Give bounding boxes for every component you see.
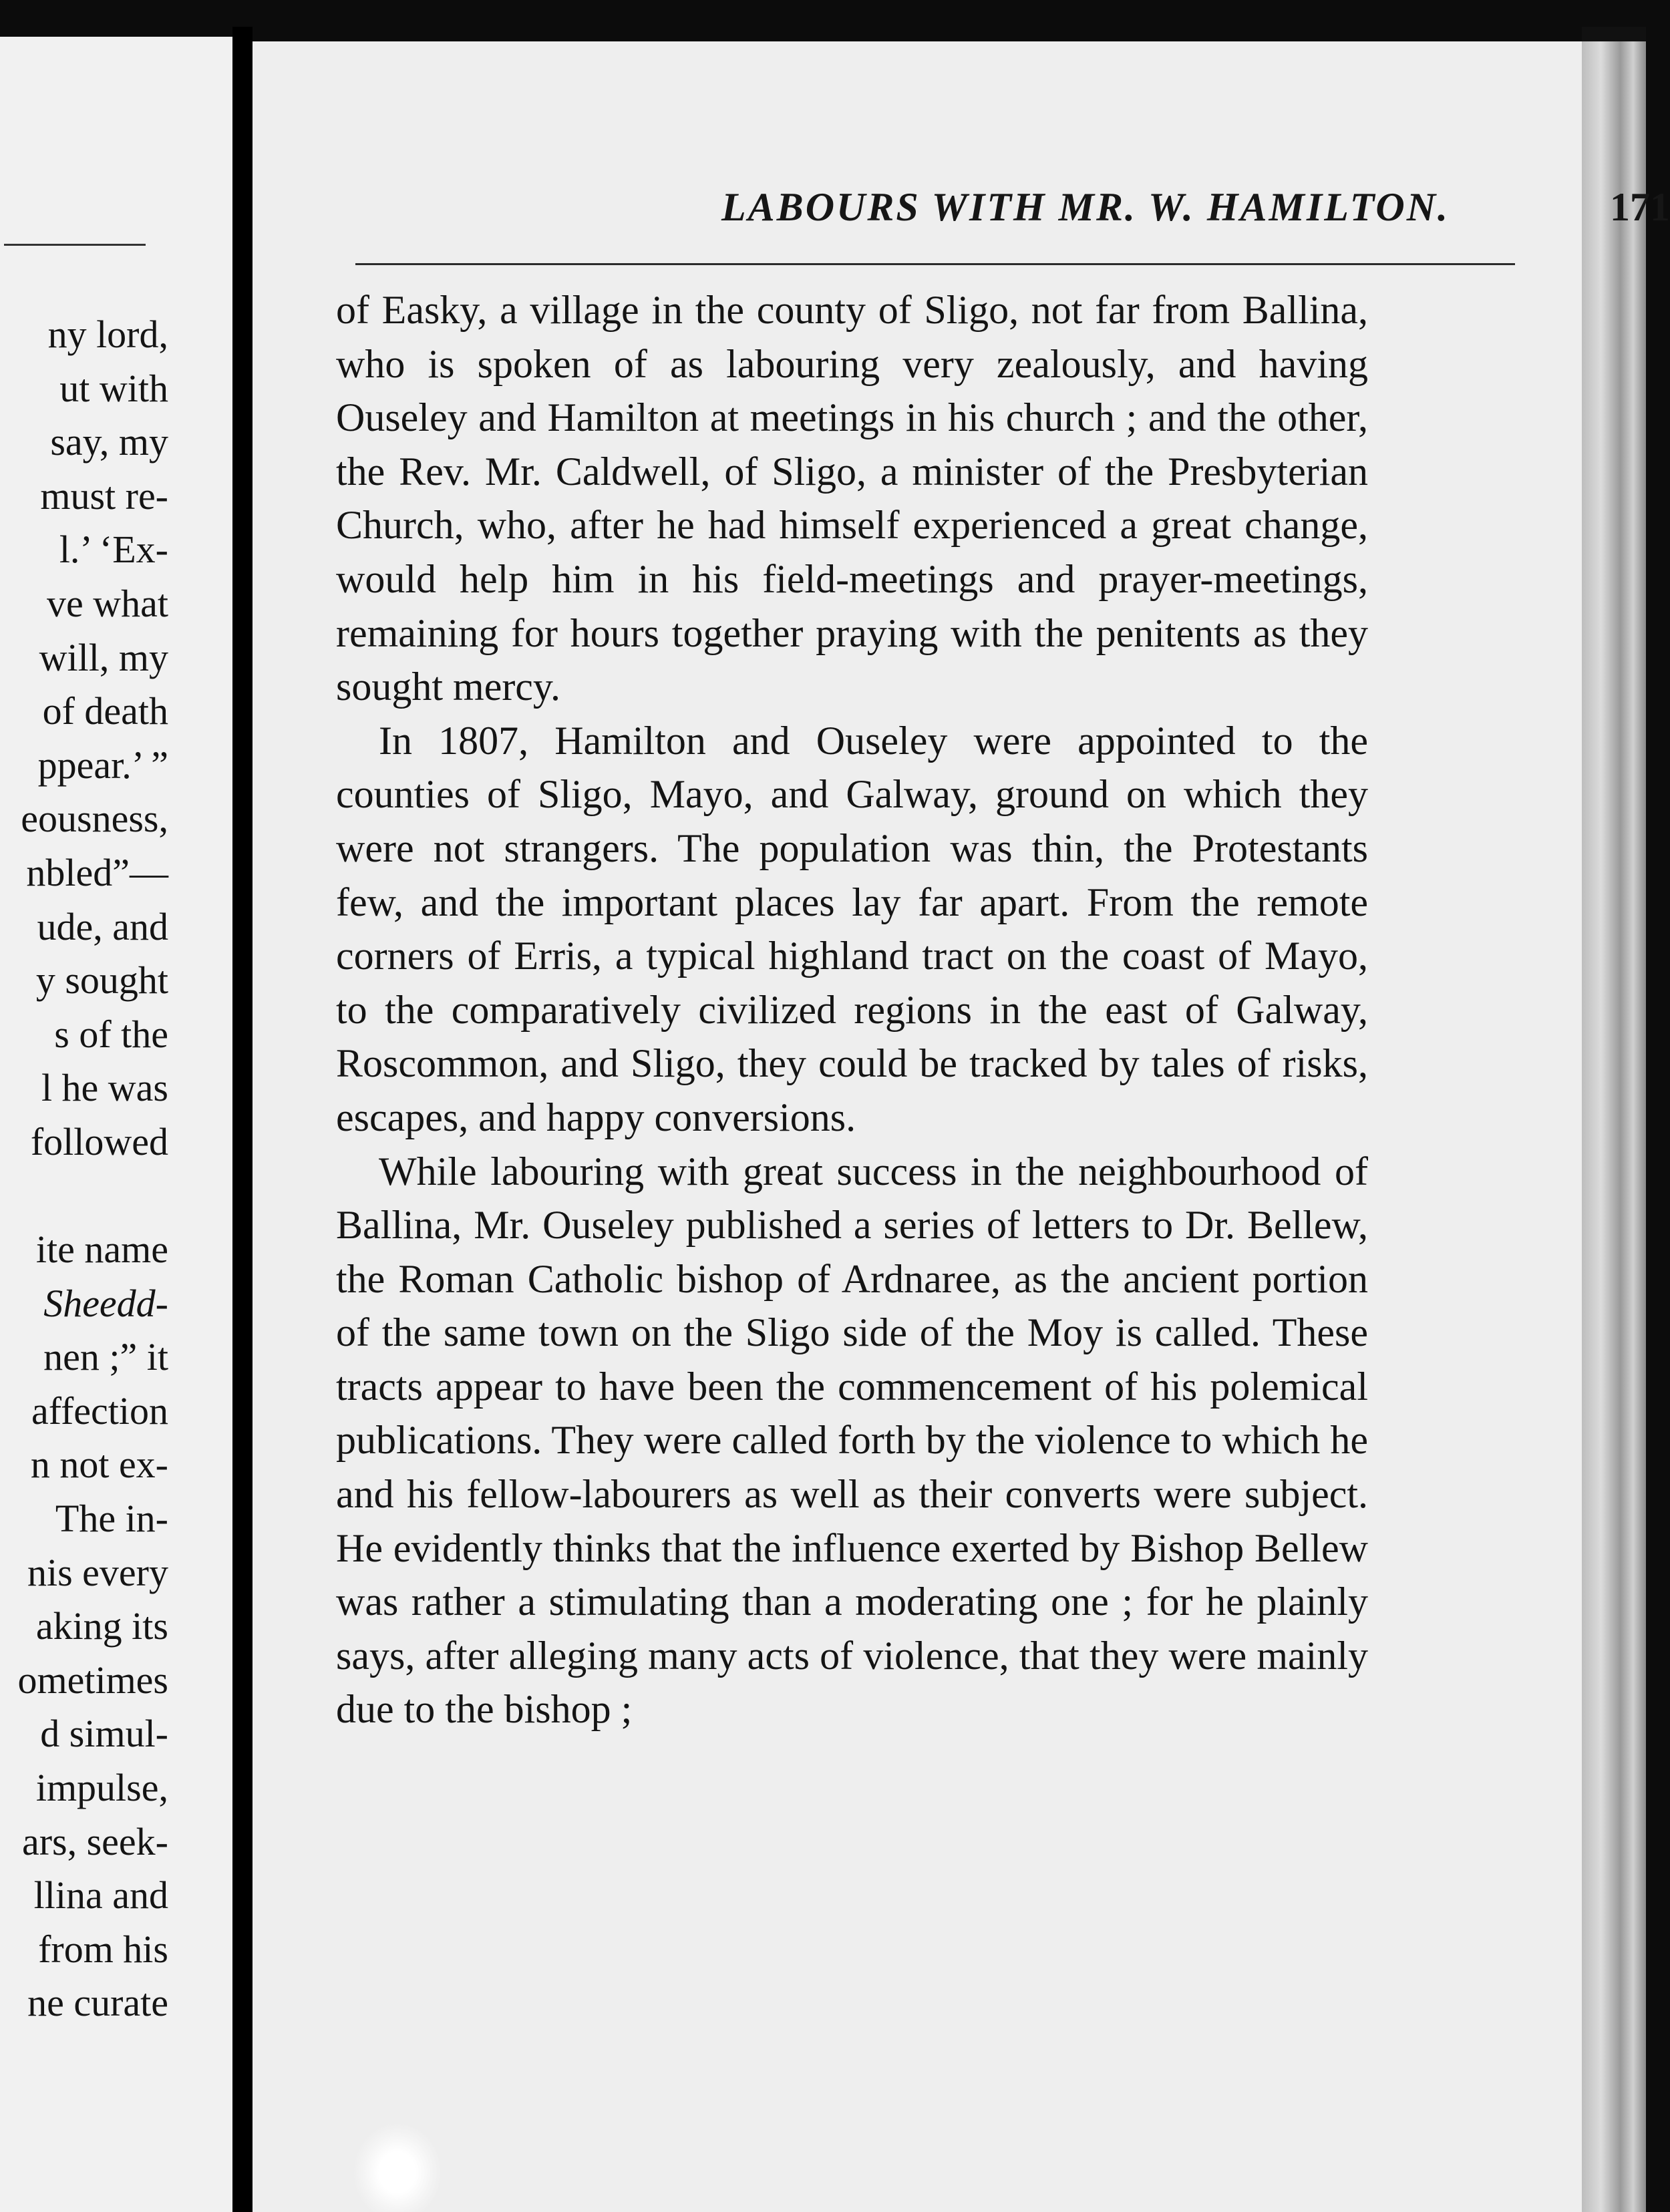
left-line: must re- — [40, 474, 168, 518]
left-line: llina and — [33, 1873, 168, 1917]
paragraph-1: of Easky, a village in the county of Sligo, not far from Ballina, who is spoken of as labouring very zealously, and having Ouseley and Hamilton at meetings in his church ; and the other, the Rev. Mr. Caldwell, of Sligo, a minister of the Presbyterian Church, who, after he had himself experienced a great change, would help him in his field-meetings and prayer-meetings, remaining for hours together praying with the penitents as they sought mercy. — [336, 288, 1368, 709]
left-line: eousness, — [21, 797, 168, 841]
left-line: s of the — [54, 1012, 168, 1056]
page-number: 171 — [1610, 185, 1670, 229]
left-line: y sought — [35, 958, 168, 1002]
left-line: ppear.’ ” — [37, 743, 168, 787]
left-line: ude, and — [37, 904, 168, 948]
paragraph-2: In 1807, Hamilton and Ouseley were appointed to the counties of Sligo, Mayo, and Galway, ground on which they were not strangers. The population was thin, the Protestants few, and the important places lay far apart. From the remote corners of Erris, a typical highland tract on the coast of Mayo, to the comparatively civilized regions in the east of Galway, Roscommon, and Sligo, they could be tracked by tales of risks, escapes, and happy conversions. — [336, 718, 1368, 1139]
left-line: l.’ ‘Ex- — [59, 528, 168, 572]
left-line: nis every — [27, 1550, 168, 1594]
left-line: ite name — [35, 1228, 168, 1272]
left-line: Sheedd- — [43, 1281, 168, 1325]
running-head — [468, 184, 1670, 251]
paper-smudge — [354, 2124, 441, 2212]
left-page-text — [17, 308, 168, 2030]
left-line: nbled”— — [26, 850, 168, 894]
left-line: ne curate — [27, 1981, 168, 2025]
body-text — [336, 283, 1368, 1736]
left-line: say, my — [50, 420, 168, 464]
left-page-head-rule — [4, 244, 146, 246]
left-line: ars, seek- — [21, 1819, 168, 1863]
running-title: LABOURS WITH MR. W. HAMILTON. — [721, 185, 1450, 229]
left-line: affection — [31, 1389, 168, 1433]
left-line: d simul- — [40, 1712, 168, 1756]
left-line: from his — [38, 1927, 168, 1971]
left-line: ut with — [59, 366, 168, 410]
left-line: n not ex- — [30, 1443, 168, 1487]
left-line: The in- — [55, 1497, 168, 1541]
left-line: ve what — [47, 581, 168, 625]
left-line: impulse, — [35, 1766, 168, 1810]
left-line: ny lord, — [47, 313, 168, 356]
paragraph-3: While labouring with great success in the neighbourhood of Ballina, Mr. Ouseley published a series of letters to Dr. Bellew, the Roman Catholic bishop of Ardnaree, as the ancient portion of the same town on the Sligo side of the Moy is called. These tracts appear to have been the commencement of his polemical publications. They were called forth by the violence to which he and his fellow-labourers as well as their converts were subject. He evidently thinks that the influence exerted by Bishop Bellew was rather a stimulating than a moderating one ; for he plainly says, after alleging many acts of violence, that they were mainly due to the bishop ; — [336, 1149, 1368, 1732]
left-line: will, my — [39, 635, 168, 679]
left-line: aking its — [35, 1604, 168, 1648]
left-page — [0, 37, 232, 2212]
left-line: of death — [42, 689, 168, 733]
left-line: followed — [30, 1119, 168, 1163]
left-line: nen ;” it — [43, 1335, 168, 1379]
left-line: ometimes — [17, 1658, 168, 1702]
left-line-blank — [17, 1169, 168, 1224]
left-line: l he was — [41, 1066, 168, 1110]
page-edge — [1582, 41, 1646, 2212]
right-page — [253, 41, 1670, 2212]
book-gutter — [232, 27, 253, 2212]
head-rule — [355, 263, 1515, 265]
